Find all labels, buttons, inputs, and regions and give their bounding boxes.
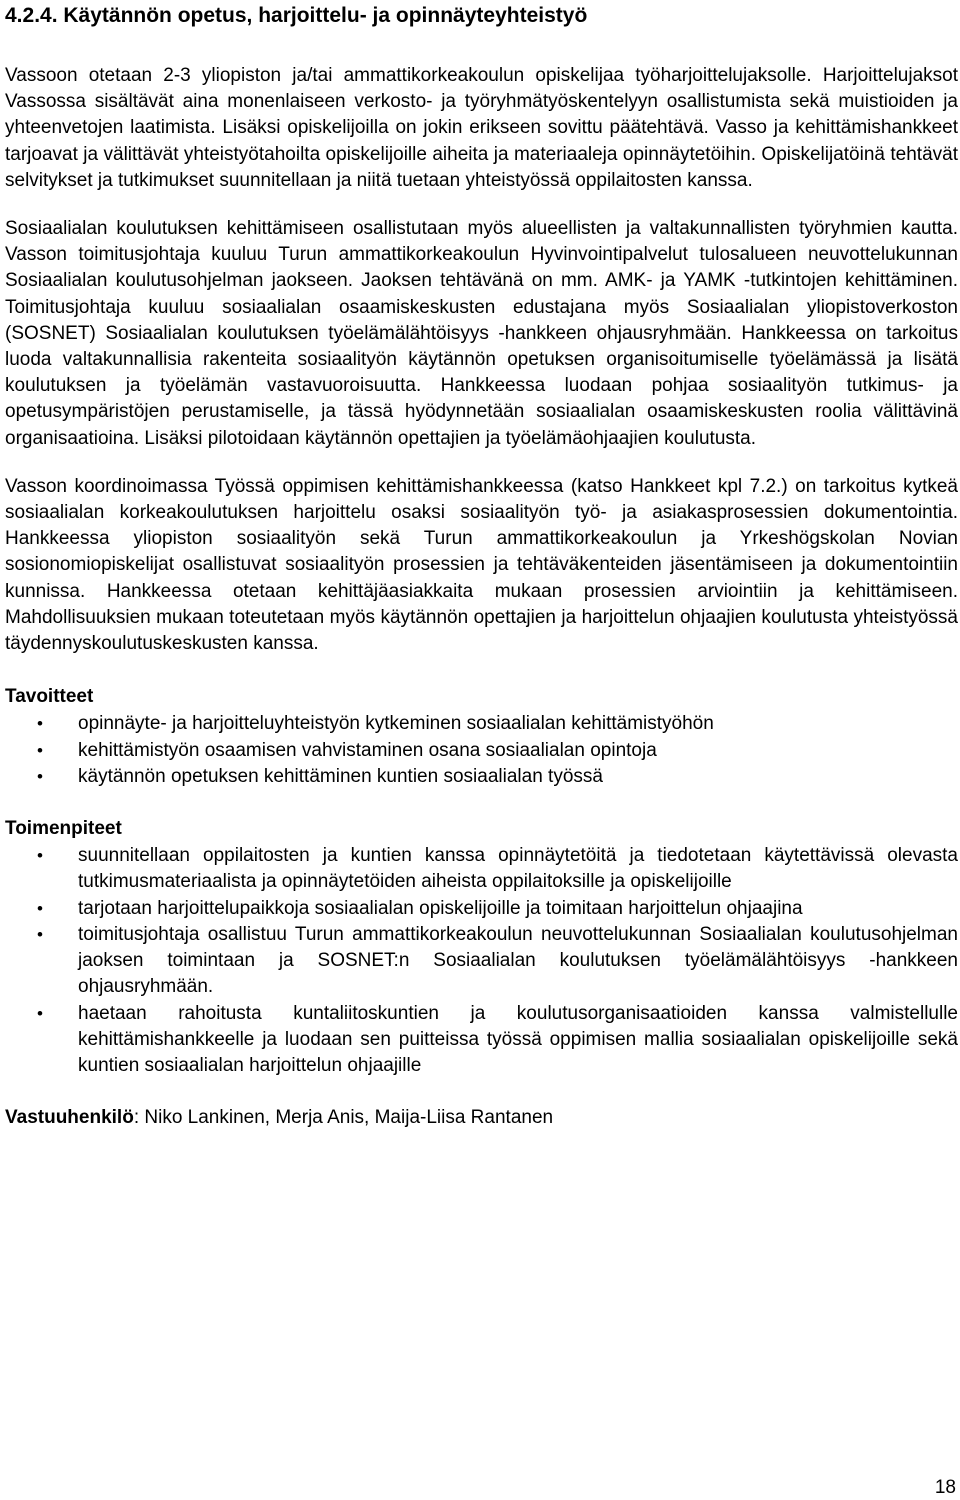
actions-list-item xyxy=(5,1001,958,1080)
bullet-icon: • xyxy=(37,740,43,760)
goals-list xyxy=(5,711,958,790)
page-number: 18 xyxy=(934,1477,956,1498)
bullet-icon: • xyxy=(37,714,43,734)
bullet-icon: • xyxy=(37,846,43,866)
actions-heading: Toimenpiteet xyxy=(5,818,122,840)
responsible-label: Vastuuhenkilö xyxy=(5,1107,134,1129)
bullet-icon: • xyxy=(37,1003,43,1023)
bullet-icon: • xyxy=(37,898,43,918)
actions-item-text: suunnitellaan oppilaitosten ja kuntien kanssa opinnäytetöitä ja tiedotetaan käytettävissä olevasta tutkimusmateriaalista ja opinnäytetöiden aiheista oppilaitoksille ja opiskelijoille xyxy=(78,845,958,893)
goals-item-text: käytännön opetuksen kehittäminen kuntien sosiaalialan työssä xyxy=(78,765,603,787)
bullet-icon: • xyxy=(37,766,43,786)
actions-item-text: haetaan rahoitusta kuntaliitoskuntien ja koulutusorganisaatioiden kanssa valmistellulle kehittämishankkeelle ja luodaan sen puitteissa työssä oppimisen mallia sosiaalialan opiskelijoille sekä kuntien sosiaalialan harjoittelun ohjaajille xyxy=(78,1002,958,1076)
goals-item-text: opinnäyte- ja harjoitteluyhteistyön kytkeminen sosiaalialan kehittämistyöhön xyxy=(78,713,714,735)
paragraph-internships: Vassoon otetaan 2-3 yliopiston ja/tai ammattikorkeakoulun opiskelijaa työharjoittelujaksolle. Harjoittelujaksot Vassossa sisältävät aina monenlaiseen verkosto- ja työryhmätyöskentelyyn osallistumista sekä muistioiden ja yhteenvetojen laatimista. Lisäksi opiskelijoilla on jokin erikseen sovittu päätehtävä. Vasso ja kehittämishankkeet tarjoavat ja välittävät yhteistyötahoilta opiskelijoille aiheita ja materiaaleja opinnäytetöihin. Opiskelijatöinä tehtävät selvitykset ja tutkimukset suunnitellaan ja niitä tuetaan yhteistyössä oppilaitosten kanssa. xyxy=(5,65,958,191)
actions-item-text: tarjotaan harjoittelupaikkoja sosiaalialan opiskelijoille ja toimitaan harjoittelun ohjaajina xyxy=(78,897,803,919)
actions-item-text: toimitusjohtaja osallistuu Turun ammattikorkeakoulun neuvottelukunnan Sosiaalialan koulutusohjelman jaoksen toimintaan ja SOSNET:n Sosiaalialan koulutuksen työelämälähtöisyys -hankkeen ohjausryhmään. xyxy=(78,923,958,998)
document-page xyxy=(5,0,958,1131)
actions-list-item xyxy=(5,922,958,1001)
responsible-persons xyxy=(5,1105,958,1131)
responsible-separator: : xyxy=(133,1107,145,1129)
goals-list-item xyxy=(5,711,958,737)
goals-list-item xyxy=(5,764,958,790)
goals-heading: Tavoitteet xyxy=(5,686,94,708)
responsible-names: Niko Lankinen, Merja Anis, Maija-Liisa Rantanen xyxy=(144,1107,554,1129)
actions-list xyxy=(5,843,958,1079)
paragraph-work-learning-project: Vasson koordinoimassa Työssä oppimisen kehittämishankkeessa (katso Hankkeet kpl 7.2.) on tarkoitus kytkeä sosiaalialan korkeakoulutuksen harjoittelu osaksi sosiaalityön työ- ja asiakasprosessien dokumentointia. Hankkeessa yliopiston sosiaalityön sekä Turun ammattikorkeakoulun ja Yrkeshögskolan Novian sosionomiopiskelijat osallistuvat sosiaalityön prosessien ja tehtäväkenteiden jäsentämiseen ja dokumentointiin kunnissa. Hankkeessa otetaan kehittäjäasiakkaita mukaan prosessien arviointiin ja kehittämiseen. Mahdollisuuksien mukaan toteutetaan myös käytännön opettajien ja harjoittelun ohjaajien koulutusta yhteistyössä täydennyskoulutuskeskusten kanssa. xyxy=(5,475,958,655)
goals-list-item xyxy=(5,738,958,764)
actions-list-item xyxy=(5,896,958,922)
section-heading: 4.2.4. Käytännön opetus, harjoittelu- ja opinnäyteyhteistyö xyxy=(5,4,588,27)
bullet-icon: • xyxy=(37,924,43,944)
actions-list-item xyxy=(5,843,958,895)
paragraph-working-groups: Sosiaalialan koulutuksen kehittämiseen osallistutaan myös alueellisten ja valtakunnallisten työryhmien kautta. Vasson toimitusjohtaja kuuluu Turun ammattikorkeakoulun Hyvinvointipalvelut tulosalueen neuvottelukunnan Sosiaalialan koulutusohjelman jaokseen. Jaoksen tehtävänä on mm. AMK- ja YAMK -tutkintojen kehittäminen. Toimitusjohtaja kuuluu sosiaalialan osaamiskeskusten edustajana myös Sosiaalialan yliopistoverkoston (SOSNET) Sosiaalialan koulutuksen työelämälähtöisyys -hankkeen ohjausryhmään. Hankkeessa on tarkoitus luoda valtakunnallisia rakenteita sosiaalityön käytännön opetuksen organisoitumiselle työelämässä ja lisätä koulutuksen ja työelämän vastavuoroisuutta. Hankkeessa luodaan pohjaa sosiaalityön tutkimus- ja opetusympäristöjen perustamiselle, ja tässä hyödynnetään sosiaalialan osaamiskeskusten roolia välittävinä organisaatioina. Lisäksi pilotoidaan käytännön opettajien ja työelämäohjaajien koulutusta. xyxy=(5,218,958,449)
goals-item-text: kehittämistyön osaamisen vahvistaminen osana sosiaalialan opintoja xyxy=(78,739,657,761)
